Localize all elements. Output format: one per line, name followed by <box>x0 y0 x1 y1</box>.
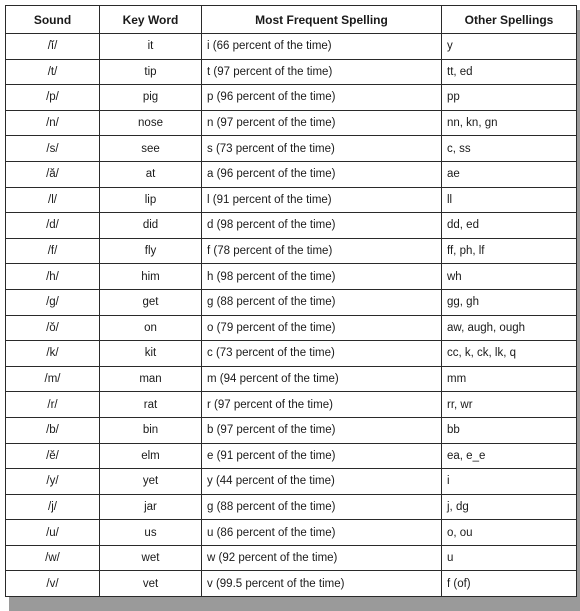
sound-cell: /w/ <box>6 545 100 571</box>
key-word-cell: see <box>100 136 202 162</box>
key-word-cell: it <box>100 34 202 60</box>
key-word-cell: tip <box>100 59 202 85</box>
key-word-cell: him <box>100 264 202 290</box>
table-row <box>6 85 577 111</box>
table-row <box>6 571 577 597</box>
table-row <box>6 545 577 571</box>
other-spellings-cell: ae <box>442 161 577 187</box>
sound-cell: /ĕ/ <box>6 443 100 469</box>
sound-cell: /l/ <box>6 187 100 213</box>
other-spellings-cell: u <box>442 545 577 571</box>
most-frequent-spelling-cell: y (44 percent of the time) <box>202 469 442 495</box>
sound-cell: /ĭ/ <box>6 34 100 60</box>
most-frequent-spelling-cell: p (96 percent of the time) <box>202 85 442 111</box>
other-spellings-cell: ff, ph, lf <box>442 238 577 264</box>
header-other-spellings: Other Spellings <box>442 6 577 34</box>
sound-cell: /k/ <box>6 341 100 367</box>
header-key-word: Key Word <box>100 6 202 34</box>
spelling-table-container <box>5 5 576 597</box>
most-frequent-spelling-cell: r (97 percent of the time) <box>202 392 442 418</box>
most-frequent-spelling-cell: d (98 percent of the time) <box>202 213 442 239</box>
most-frequent-spelling-cell: u (86 percent of the time) <box>202 520 442 546</box>
other-spellings-cell: o, ou <box>442 520 577 546</box>
key-word-cell: get <box>100 289 202 315</box>
header-row <box>6 6 577 34</box>
table-row <box>6 213 577 239</box>
other-spellings-cell: pp <box>442 85 577 111</box>
most-frequent-spelling-cell: l (91 percent of the time) <box>202 187 442 213</box>
most-frequent-spelling-cell: g (88 percent of the time) <box>202 289 442 315</box>
sound-cell: /b/ <box>6 417 100 443</box>
key-word-cell: bin <box>100 417 202 443</box>
table-row <box>6 366 577 392</box>
other-spellings-cell: nn, kn, gn <box>442 110 577 136</box>
other-spellings-cell: mm <box>442 366 577 392</box>
table-row <box>6 341 577 367</box>
most-frequent-spelling-cell: b (97 percent of the time) <box>202 417 442 443</box>
sound-cell: /n/ <box>6 110 100 136</box>
other-spellings-cell: y <box>442 34 577 60</box>
sound-cell: /ŏ/ <box>6 315 100 341</box>
table-row <box>6 392 577 418</box>
table-row <box>6 520 577 546</box>
table-row <box>6 136 577 162</box>
key-word-cell: jar <box>100 494 202 520</box>
header-sound: Sound <box>6 6 100 34</box>
table-row <box>6 494 577 520</box>
other-spellings-cell: wh <box>442 264 577 290</box>
other-spellings-cell: dd, ed <box>442 213 577 239</box>
most-frequent-spelling-cell: m (94 percent of the time) <box>202 366 442 392</box>
most-frequent-spelling-cell: c (73 percent of the time) <box>202 341 442 367</box>
key-word-cell: vet <box>100 571 202 597</box>
table-row <box>6 417 577 443</box>
other-spellings-cell: c, ss <box>442 136 577 162</box>
most-frequent-spelling-cell: f (78 percent of the time) <box>202 238 442 264</box>
other-spellings-cell: ll <box>442 187 577 213</box>
key-word-cell: pig <box>100 85 202 111</box>
table-row <box>6 469 577 495</box>
key-word-cell: fly <box>100 238 202 264</box>
key-word-cell: yet <box>100 469 202 495</box>
table-row <box>6 238 577 264</box>
other-spellings-cell: bb <box>442 417 577 443</box>
other-spellings-cell: gg, gh <box>442 289 577 315</box>
sound-cell: /g/ <box>6 289 100 315</box>
sound-cell: /s/ <box>6 136 100 162</box>
table-row <box>6 110 577 136</box>
other-spellings-cell: j, dg <box>442 494 577 520</box>
sound-cell: /t/ <box>6 59 100 85</box>
key-word-cell: elm <box>100 443 202 469</box>
table-row <box>6 34 577 60</box>
spelling-table <box>5 5 577 597</box>
sound-cell: /r/ <box>6 392 100 418</box>
table-row <box>6 264 577 290</box>
sound-cell: /h/ <box>6 264 100 290</box>
key-word-cell: lip <box>100 187 202 213</box>
most-frequent-spelling-cell: o (79 percent of the time) <box>202 315 442 341</box>
sound-cell: /ă/ <box>6 161 100 187</box>
key-word-cell: nose <box>100 110 202 136</box>
sound-cell: /j/ <box>6 494 100 520</box>
table-row <box>6 315 577 341</box>
table-body <box>6 34 577 597</box>
sound-cell: /p/ <box>6 85 100 111</box>
most-frequent-spelling-cell: i (66 percent of the time) <box>202 34 442 60</box>
sound-cell: /d/ <box>6 213 100 239</box>
other-spellings-cell: tt, ed <box>442 59 577 85</box>
other-spellings-cell: i <box>442 469 577 495</box>
key-word-cell: at <box>100 161 202 187</box>
table-row <box>6 161 577 187</box>
sound-cell: /f/ <box>6 238 100 264</box>
key-word-cell: did <box>100 213 202 239</box>
most-frequent-spelling-cell: t (97 percent of the time) <box>202 59 442 85</box>
key-word-cell: us <box>100 520 202 546</box>
other-spellings-cell: cc, k, ck, lk, q <box>442 341 577 367</box>
most-frequent-spelling-cell: w (92 percent of the time) <box>202 545 442 571</box>
table-row <box>6 443 577 469</box>
most-frequent-spelling-cell: h (98 percent of the time) <box>202 264 442 290</box>
table-row <box>6 187 577 213</box>
key-word-cell: kit <box>100 341 202 367</box>
sound-cell: /v/ <box>6 571 100 597</box>
table-row <box>6 59 577 85</box>
other-spellings-cell: rr, wr <box>442 392 577 418</box>
most-frequent-spelling-cell: a (96 percent of the time) <box>202 161 442 187</box>
key-word-cell: rat <box>100 392 202 418</box>
most-frequent-spelling-cell: s (73 percent of the time) <box>202 136 442 162</box>
other-spellings-cell: aw, augh, ough <box>442 315 577 341</box>
key-word-cell: man <box>100 366 202 392</box>
key-word-cell: on <box>100 315 202 341</box>
most-frequent-spelling-cell: e (91 percent of the time) <box>202 443 442 469</box>
other-spellings-cell: f (of) <box>442 571 577 597</box>
most-frequent-spelling-cell: g (88 percent of the time) <box>202 494 442 520</box>
other-spellings-cell: ea, e_e <box>442 443 577 469</box>
sound-cell: /y/ <box>6 469 100 495</box>
most-frequent-spelling-cell: n (97 percent of the time) <box>202 110 442 136</box>
header-most-frequent-spelling: Most Frequent Spelling <box>202 6 442 34</box>
key-word-cell: wet <box>100 545 202 571</box>
sound-cell: /m/ <box>6 366 100 392</box>
table-row <box>6 289 577 315</box>
most-frequent-spelling-cell: v (99.5 percent of the time) <box>202 571 442 597</box>
sound-cell: /u/ <box>6 520 100 546</box>
